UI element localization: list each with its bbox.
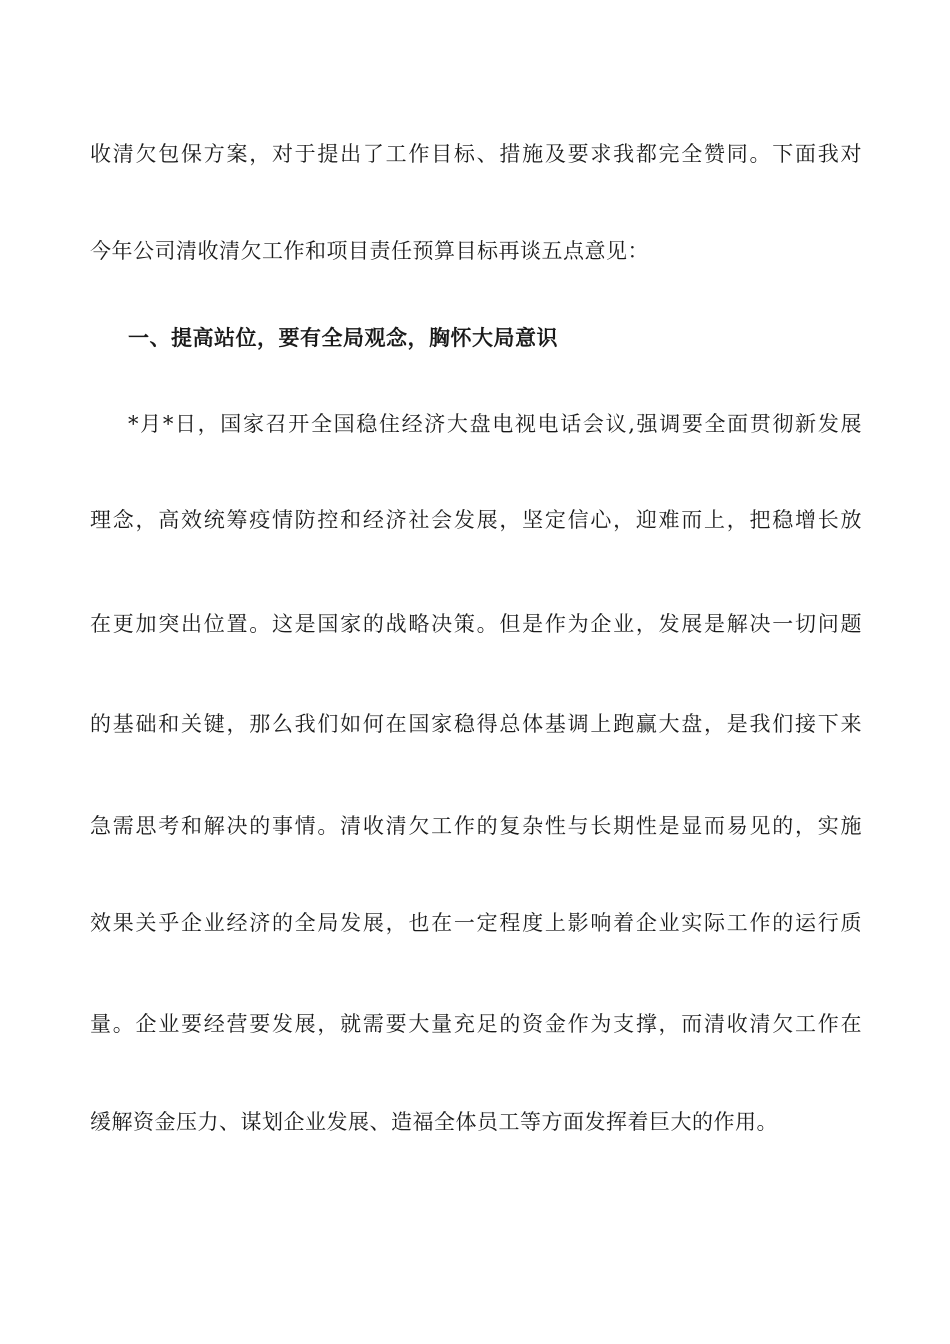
paragraph-line-3: 在更加突出位置。这是国家的战略决策。但是作为企业，发展是解决一切问题 bbox=[90, 612, 862, 636]
paragraph-line-6: 效果关乎企业经济的全局发展，也在一定程度上影响着企业实际工作的运行质 bbox=[90, 911, 862, 935]
paragraph-line-5: 急需思考和解决的事情。清收清欠工作的复杂性与长期性是显而易见的，实施 bbox=[90, 814, 862, 838]
paragraph-line-2: 理念，高效统筹疫情防控和经济社会发展，坚定信心，迎难而上，把稳增长放 bbox=[90, 508, 862, 532]
section-1-heading: 一、提高站位，要有全局观念，胸怀大局意识 bbox=[128, 325, 558, 350]
intro-line-2: 今年公司清收清欠工作和项目责任预算目标再谈五点意见： bbox=[90, 239, 649, 263]
paragraph-line-7: 量。企业要经营要发展，就需要大量充足的资金作为支撑，而清收清欠工作在 bbox=[90, 1012, 862, 1036]
paragraph-line-1: *月*日，国家召开全国稳住经济大盘电视电话会议,强调要全面贯彻新发展 bbox=[128, 412, 862, 436]
paragraph-line-8: 缓解资金压力、谋划企业发展、造福全体员工等方面发挥着巨大的作用。 bbox=[90, 1110, 778, 1134]
intro-line-1: 收清欠包保方案，对于提出了工作目标、措施及要求我都完全赞同。下面我对 bbox=[90, 142, 862, 166]
paragraph-line-4: 的基础和关键，那么我们如何在国家稳得总体基调上跑赢大盘，是我们接下来 bbox=[90, 712, 862, 736]
